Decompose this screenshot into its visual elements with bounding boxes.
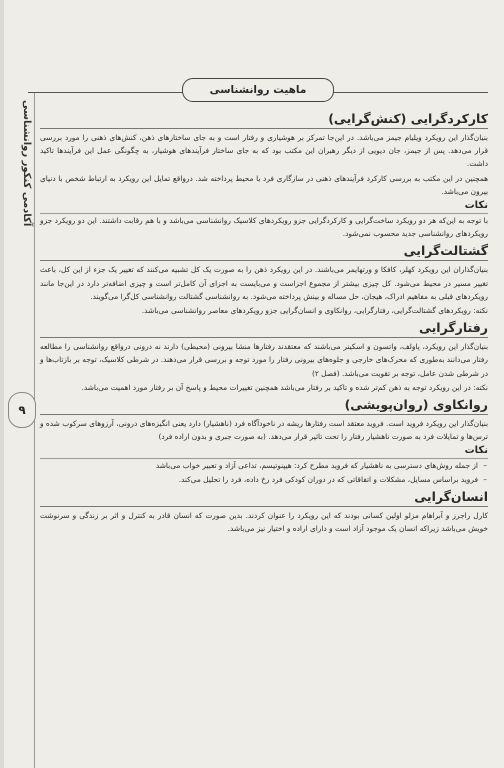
paragraph: بنیان‌گذار این رویکرد فروید است. فروید معتقد است رفتارها ریشه در ناخودآگاه فرد (ناهشیار) دارد یعنی انگیزه‌های درونی، آرزوهای سرکوب شده و ترس‌ها و تمایلات فرد به صورت ناهشیار رفتار را تحت تاثیر قرار می‌دهد. (به صورت جبری و بدون اراده فرد): [40, 419, 488, 442]
heading-notes: نکات: [40, 199, 488, 214]
list-item: – از جمله روش‌های دسترسی به ناهشیار که فروید مطرح کرد: هیپنوتیسم، تداعی آزاد و تعبیر خواب می‌باشد: [40, 459, 478, 472]
page-number: ۹: [8, 392, 36, 428]
paragraph: نکته: رویکردهای گشتالت‌گرایی، رفتارگرایی، روانکاوی و انسان‌گرایی جزو رویکردهای معاصر روانشناسی می‌باشد.: [141, 306, 488, 316]
heading-functionalism: کارکردگرایی (کنش‌گرایی): [40, 110, 488, 129]
paragraph: نکته: در این رویکرد توجه به ذهن کم‌تر شده و تاکید بر رفتار می‌باشد همچنین تغییرات محیط و پاسخ آن بر رفتار مورد اهمیت می‌باشد.: [81, 382, 488, 392]
heading-gestalt: گشتالت‌گرایی: [40, 242, 488, 261]
paragraph: بنیان‌گذار این رویکرد، پاولف، واتسون و اسکینر می‌باشند که معتقدند رفتارها منشا بیرونی (محیطی) دارند نه درونی درواقع روانشناسی را مطالعه رفتار می‌دانند به‌طوری که محرک‌های خارجی و جلوه‌های بیرونی رفتار را مورد توجه و بررسی قرار می‌دهند. در شرطی کلاسیک، توجه بر بازتاب‌ها و در شرطی شدن عامل، توجه بر تقویت می‌باشد. (فصل ۲): [40, 342, 488, 378]
paragraph: همچنین در این مکتب به بررسی کارکرد فرآیندهای ذهنی در سازگاری فرد با محیط پرداخته شد. درواقع تمایل این رویکرد به ارتباط شخص با دنیای بیرون می‌باشد.: [40, 173, 488, 196]
paragraph: با توجه به این‌که هر دو رویکرد ساخت‌گرایی و کارکردگرایی جزو رویکردهای کلاسیک روانشناسی می‌باشد و با هم رقابت داشتند. این دو رویکرد جزو رویکردهای روانشناسی جدید محسوب نمی‌شود.: [40, 216, 488, 239]
side-label: آکادمی کنکور روانشناسی: [21, 100, 32, 227]
heading-psychoanalysis: روانکاوی (روان‌پویشی): [40, 396, 488, 415]
book-page: [4, 0, 504, 768]
chapter-title: ماهیت روانشناسی: [182, 78, 334, 102]
paragraph: بنیان‌گذار این رویکرد ویلیام جیمز می‌باشد. در این‌جا تمرکز بر هوشیاری و رفتار است و به جای ساختارهای ذهن، کنش‌های ذهنی را مورد بررسی قرار می‌دهد. پس از جیمز، جان دیویی از دیگر رهبران این مکتب بود که به جای ساختار فرآیندهای هوشیار، به چگونگی عمل این فرآیندها تاکید داشت.: [40, 133, 488, 169]
paragraph: کارل راجرز و آبراهام مزلو اولین کسانی بودند که این رویکرد را عنوان کردند. بدین صورت که انسان قادر به کنترل و اثر بر زندگی و سرنوشت خویش می‌باشد زیراکه انسان یک موجود آزاد است و دارای اراده و اختیار نیز می‌باشد.: [40, 510, 488, 534]
notes-list: [40, 459, 488, 485]
heading-behaviorism: رفتارگرایی: [40, 319, 488, 338]
list-item: – فروید براساس مسایل، مشکلات و اتفاقاتی که در دوران کودکی فرد رخ داده، فرد را تحلیل می‌کند.: [40, 473, 478, 486]
heading-humanism: انسان‌گرایی: [40, 488, 488, 507]
page-content: [40, 108, 488, 536]
heading-notes: نکات: [40, 444, 488, 459]
paragraph: بنیان‌گذاران این رویکرد کهلر، کافکا و ورتهایمر می‌باشند. در این رویکرد ذهن را به صورت یک کل تشبیه می‌کنند که تغییر یک جزء از این کل، باعث تغییر مسیر در محیط می‌شود. کل چیزی بیشتر از مجموع اجزاست و می‌بایست به اجزای آن کامل‌تر است و چیزی اضافه‌تر دارد در این‌جا مانند رویکردهای قبلی به مفاهیم ادراک، هیجان، حل مساله و بینش پرداخته می‌شود. به روانشناسی گشتالت روانشناسی کل‌گرا می‌گویند.: [40, 265, 488, 301]
